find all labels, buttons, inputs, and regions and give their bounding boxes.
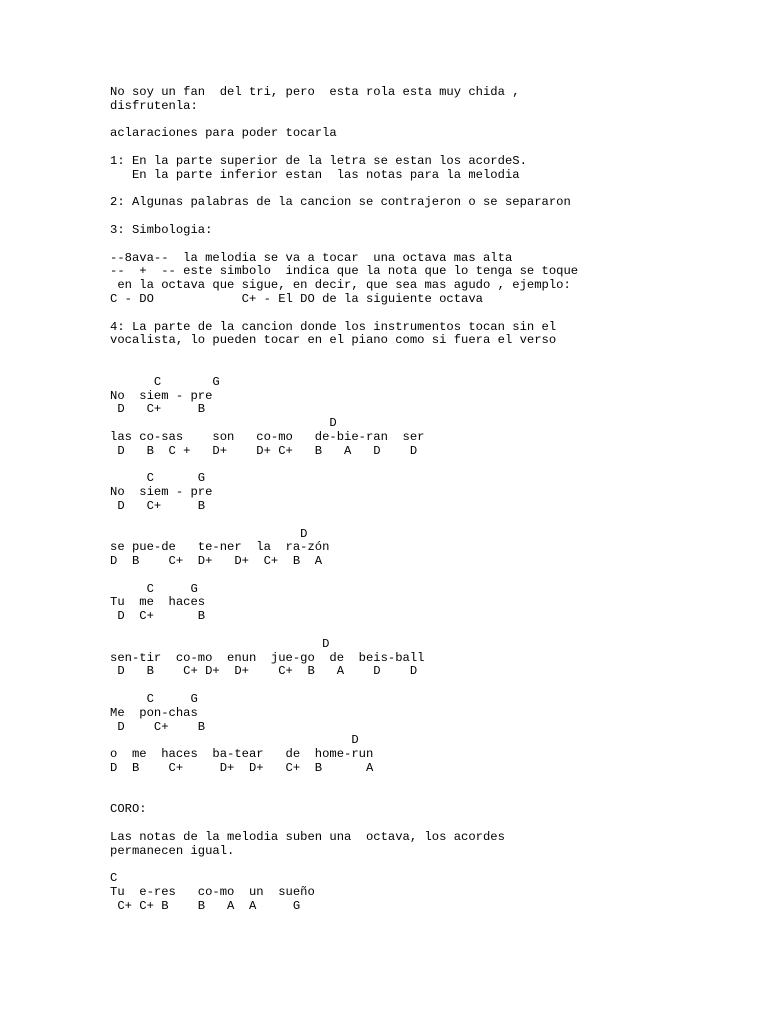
blank-line [110, 210, 750, 224]
section-heading-coro: CORO: [110, 802, 147, 817]
lyric-line: sen-tir co-mo enun jue-go de beis-ball [110, 650, 425, 665]
note-item: 2: Algunas palabras de la cancion se contrajeron o se separaron [110, 195, 571, 210]
lyric-line: Tu e-res co-mo un sueño [110, 885, 315, 900]
lyric-line: las co-sas son co-mo de-bie-ran ser [110, 429, 425, 444]
lyric-line: Me pon-chas [110, 705, 198, 720]
blank-line [110, 859, 750, 873]
section-heading: aclaraciones para poder tocarla [110, 126, 337, 141]
symbol-legend-line: en la octava que sigue, en decir, que sea mas agudo , ejemplo: [110, 278, 571, 293]
note-item: 3: Simbologia: [110, 222, 213, 237]
blank-line [110, 238, 750, 252]
blank-line [110, 817, 750, 831]
chord-line: C G [110, 471, 206, 486]
melody-notes-line: D B C+ D+ D+ C+ B A [110, 761, 374, 776]
song-document [110, 86, 750, 914]
blank-line [110, 348, 750, 362]
melody-notes-line: D C+ B [110, 609, 206, 624]
chord-line: D [110, 636, 330, 651]
note-item: 1: En la parte superior de la letra se estan los acordeS. [110, 153, 527, 168]
symbol-legend-line: --8ava-- la melodia se va a tocar una octava mas alta [110, 250, 513, 265]
melody-notes-line: D C+ B [110, 498, 206, 513]
melody-notes-line: D C+ B [110, 719, 206, 734]
chord-line: D [110, 733, 359, 748]
melody-notes-line: C+ C+ B B A A G [110, 899, 301, 914]
intro-text-line: No soy un fan del tri, pero esta rola esta muy chida , [110, 85, 520, 99]
chord-line: C G [110, 692, 198, 707]
blank-line [110, 569, 750, 583]
lyric-line: o me haces ba-tear de home-run [110, 747, 374, 762]
lyric-line: No siem - pre [110, 388, 213, 403]
lyric-line: se pue-de te-ner la ra-zón [110, 540, 330, 555]
blank-line [110, 362, 750, 376]
blank-line [110, 624, 750, 638]
chord-line: C G [110, 374, 220, 389]
chord-line: D [110, 416, 337, 431]
blank-line [110, 114, 750, 128]
symbol-legend-line: C - DO C+ - El DO de la siguiente octava [110, 291, 483, 306]
blank-line [110, 459, 750, 473]
chorus-note-line: permanecen igual. [110, 843, 235, 858]
blank-line [110, 307, 750, 321]
melody-notes-line: D C+ B [110, 402, 206, 417]
chorus-note-line: Las notas de la melodia suben una octava, los acordes [110, 830, 505, 845]
chord-line: D [110, 526, 308, 541]
chord-line: C [110, 871, 118, 886]
melody-notes-line: D B C+ D+ D+ C+ B A D D [110, 664, 418, 679]
symbol-legend-line: -- + -- este simbolo indica que la nota que lo tenga se toque [110, 264, 579, 279]
melody-notes-line: D B C + D+ D+ C+ B A D D [110, 443, 418, 458]
melody-notes-line: D B C+ D+ D+ C+ B A [110, 554, 323, 569]
blank-line [110, 776, 750, 790]
blank-line [110, 141, 750, 155]
lyric-line: No siem - pre [110, 485, 213, 500]
note-item: En la parte inferior estan las notas para la melodia [110, 167, 520, 182]
blank-line [110, 514, 750, 528]
intro-text-line: disfrutenla: [110, 98, 198, 113]
note-item: 4: La parte de la cancion donde los instrumentos tocan sin el [110, 319, 557, 334]
note-item: vocalista, lo pueden tocar en el piano como si fuera el verso [110, 333, 557, 348]
chord-line: C G [110, 581, 198, 596]
blank-line [110, 790, 750, 804]
blank-line [110, 183, 750, 197]
lyric-line: Tu me haces [110, 595, 206, 610]
blank-line [110, 679, 750, 693]
